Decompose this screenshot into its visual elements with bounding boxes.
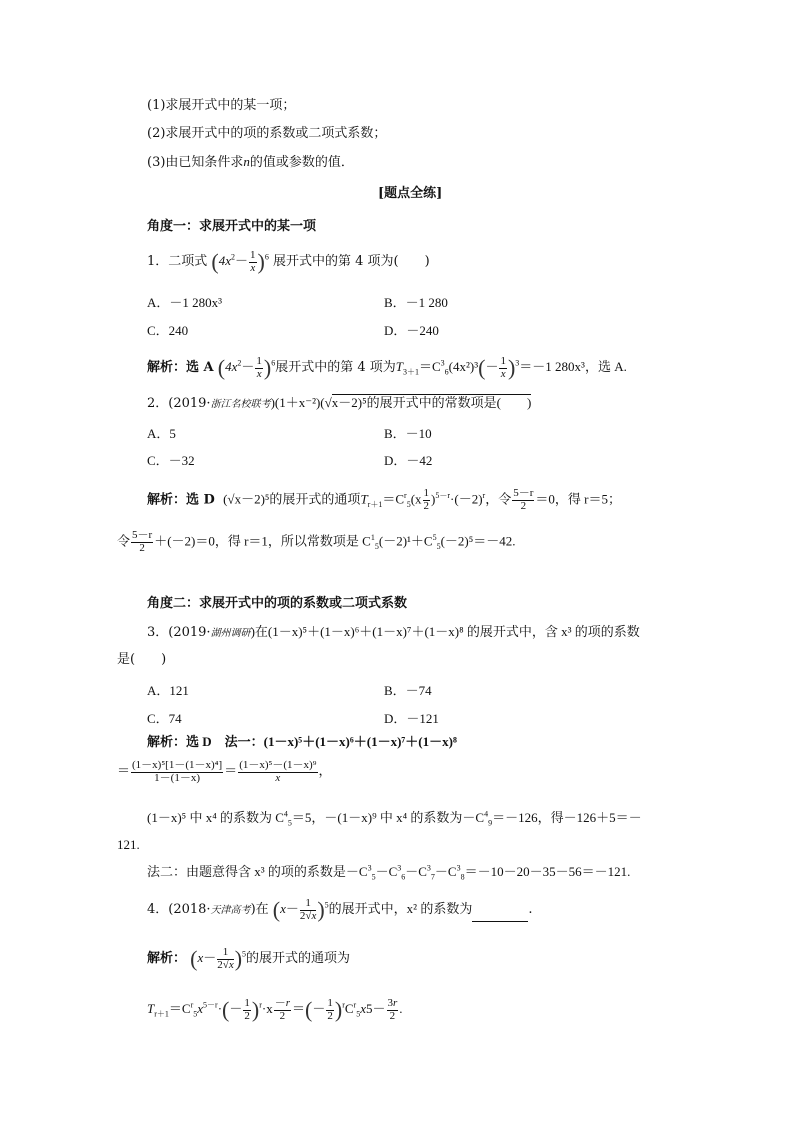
q2-sol-f: ) — [431, 491, 436, 507]
q2-sol-e: (x — [410, 491, 422, 507]
intro-line-1 — [147, 98, 295, 114]
q2-sol-i: ＝0，得 r＝5； — [535, 491, 621, 507]
q3-solution-2: ＝ $\frac{\text{(1－x)⁵[1－(1－x)⁴]}}{1-(1-x)}$ ＝ $\frac{\text{(1－x)⁵－(1－x)⁹}}{x}$ ， — [117, 759, 332, 784]
q3-option-a: A．121 — [147, 683, 189, 698]
q2-sol2-b: ＋(－2)＝0，得 r＝1，所以常数项是 C — [154, 533, 371, 549]
q4-sol-b: 的展开式的通项为 — [246, 951, 351, 967]
q1-frac — [249, 250, 257, 274]
q3-sol-a: 解析：选 D 法一：(1－x)⁵＋(1－x)⁶＋(1－x)⁷＋(1－x)⁸ — [147, 734, 457, 749]
intro-line-3 — [147, 154, 354, 171]
q1-expr: ($4x^2-$ $\frac{1}{x}$ )$^6$ — [211, 249, 269, 275]
q4-t-c: x — [197, 1001, 204, 1017]
q3-stem-c: 是( ) — [117, 652, 167, 667]
q3-solution-4 — [117, 837, 140, 853]
q1-sol-expr-a: 4x — [225, 359, 238, 375]
q3-stem-a: 3．(2019· — [147, 625, 211, 640]
q1-stem — [147, 250, 430, 274]
q2-option-b: B．－10 — [384, 426, 432, 441]
q4-answer-blank — [472, 909, 528, 922]
q2-option-c: C．－32 — [147, 453, 195, 468]
q4-solution-1: 解析： (x－ $\frac{1}{2√x}$ )$^5$的展开式的通项为 — [147, 946, 351, 972]
q2-sol2-d: (－2)⁵＝－42. — [440, 533, 516, 549]
q3-eq-b-d: x — [275, 771, 281, 784]
q4-t-f: ＝ — [292, 1001, 306, 1017]
q3-option-d: D．－121 — [384, 711, 439, 726]
intro-text-1: (1)求展开式中的某一项； — [147, 98, 296, 113]
q1-option-b: B．－1 280 — [384, 295, 448, 310]
q2-solution-1: 解析：选 D (√x－2)⁵的展开式的通项$T_{r+1}=C^r_5(x$ $\frac{1}{2}$ )$^{5-r}\cdot(-2)^r$，令 $\frac{5-r}{2}$ ＝0，得 r＝5； — [147, 487, 621, 512]
q4-stem-b: )在 — [250, 902, 269, 918]
intro-text-3b: 的值或参数的值． — [249, 155, 354, 170]
q1-expr-b: － — [235, 253, 249, 269]
q4-t-b: ＝C — [168, 1001, 191, 1017]
q3-solution-5: 法二：由题意得含 x³ 的项的系数是$-C^3_5-C^3_6-C^3_7-C^3_8=-10-20-35-56=-121$. — [147, 863, 631, 882]
q3-eq-a-n: (1－x)⁵[1－(1－x)⁴] — [132, 759, 223, 771]
q2-option-d: D．－42 — [384, 453, 433, 468]
q4-stem-a: 4．(2018· — [147, 902, 211, 918]
q2-sol-d: ＝C — [382, 491, 405, 507]
q1-stem-a: 1．二项式 — [147, 254, 208, 270]
q3-line4: 121. — [117, 837, 140, 852]
q4-t-i: . — [399, 1001, 403, 1017]
q3-line5b: －C — [375, 864, 398, 879]
q3-source: 湖州调研 — [210, 628, 251, 639]
q4-sol-a: 解析： — [147, 951, 187, 967]
q4-t-g: C — [344, 1001, 354, 1017]
q4-stem-d: . — [528, 902, 533, 918]
q1-stem-b: 展开式中的第 4 项为( ) — [273, 254, 430, 270]
q3-solution-1 — [147, 734, 457, 751]
q4-t-a: T — [147, 1001, 155, 1017]
intro-text-3a: (3)由已知条件求 — [147, 155, 244, 170]
q2-sol2-a: 令 — [117, 534, 131, 550]
q1-option-a: A．－1 280x³ — [147, 295, 223, 310]
angle2-heading-text: 角度二：求展开式中的项的系数或二项式系数 — [147, 596, 408, 611]
q2-sol-c: x－2)⁵的展开式的通项 — [234, 491, 361, 507]
q3-line5e: ＝－10－20－35－56＝－121. — [464, 864, 631, 879]
q3-stem-b: )在(1－x)⁵＋(1－x)⁶＋(1－x)⁷＋(1－x)⁸ 的展开式中，含 x³ 的项的系数 — [250, 624, 640, 639]
q4-t-d: · — [217, 1001, 223, 1017]
q1-sol-e: (4x²)³ — [448, 359, 479, 375]
q2-sol-a: 解析：选 D — [147, 492, 215, 508]
q2-stem-b: )(1＋x⁻²)( — [270, 395, 325, 410]
q2-stem-a: 2．(2019· — [147, 396, 211, 411]
section-title-text: [题点全练] — [378, 186, 443, 201]
q2-source: 浙江名校联考 — [210, 399, 271, 410]
q4-t-e: ·x — [261, 1001, 273, 1017]
q3-eq-b-n: (1－x)⁵－(1－x)⁹ — [239, 759, 317, 771]
angle2-heading — [147, 596, 407, 612]
q3-eq-a-d: 1－(1－x) — [154, 771, 200, 784]
q3-line3b: ＝5，－(1－x)⁹ 中 x⁴ 的系数为－C — [291, 810, 485, 825]
q1-sol-c: T — [395, 359, 403, 375]
q3-line5a: 法二：由题意得含 x³ 的项的系数是－C — [147, 864, 368, 879]
q3-stem-2 — [117, 652, 166, 668]
q1-frac-d: x — [250, 261, 256, 274]
angle1-heading — [147, 219, 316, 235]
q4-t-h: x — [360, 1001, 366, 1017]
q1-expr-a: 4x — [218, 253, 232, 269]
q1-frac-n: 1 — [250, 249, 256, 261]
intro-var-n: n — [243, 154, 250, 169]
q3-line5c: －C — [405, 864, 427, 879]
q3-option-b: B．－74 — [384, 683, 432, 698]
q3-stem — [147, 624, 640, 641]
q2-sol2-c: (－2)¹＋C — [378, 533, 433, 549]
q3-solution-3: (1－x)⁵ 中 x⁴ 的系数为 $C^4_5=5$，－(1－x)⁹ 中 x⁴ 的系数为$-C^4_9=-126$，得－126＋5＝－ — [147, 809, 642, 828]
q1-sol-f: ＝－1 280x³，选 A. — [519, 359, 627, 375]
q1-option-c: C．240 — [147, 323, 189, 338]
q4-source: 天津高考 — [210, 905, 251, 917]
q2-stem: 2．(2019·浙江名校联考)(1＋x⁻²)(√x－2)⁵的展开式中的常数项是( ) — [147, 395, 532, 411]
q4-solution-2: $T_{r+1}=C^r_5x^{5-r}\cdot(-$ $\frac{1}{2}$ )$^r$·x $\frac{-r}{2}$ ＝(－ $\frac{1}{2}$ )$^rC^r_5x5-$ $\frac{3r}{2}$ . — [147, 997, 403, 1023]
q2-option-a: A．5 — [147, 426, 176, 441]
q1-sol-b: 展开式中的第 4 项为 — [275, 360, 396, 376]
q2-sol-g: ·(－2) — [450, 491, 483, 507]
q2-sol-h: ，令 — [485, 492, 512, 508]
q2-solution-2: 令 $\frac{5-r}{2}$ ＋(－2)＝0，得 r＝1，所以常数项是 $C^1_5(-2)^1+C^5_5(-2)^5=-42$. — [117, 529, 516, 554]
q2-sol-b: ( — [223, 491, 228, 507]
intro-text-2: (2)求展开式中的项的系数或二项式系数； — [147, 126, 387, 141]
q1-sol-a: 解析：选 A — [147, 360, 214, 376]
q1-solution: 解析：选 A ($4x^2-$ $\frac{1}{x}$ )$^6$展开式中的第 4 项为$T_{3+1}=C^3_6(4x^2)^3(-$ $\frac{1}{x}$ )$^3$＝－1 280x³，选 A. — [147, 355, 627, 381]
q1-sol-d: ＝C — [419, 359, 441, 375]
q3-line3: (1－x)⁵ 中 x⁴ 的系数为 C — [147, 810, 284, 825]
section-title — [378, 186, 442, 202]
intro-line-2 — [147, 126, 386, 142]
q3-line3c: ＝－126，得－126＋5＝－ — [492, 810, 642, 825]
q4-stem: 4．(2018·天津高考)在 (x－ $\frac{1}{2√x}$ )$^5$的展开式中，x² 的系数为 . — [147, 897, 533, 923]
q4-stem-c: 的展开式中，x² 的系数为 — [328, 901, 473, 917]
q3-line5d: －C — [434, 864, 457, 879]
q3-option-c: C．74 — [147, 711, 182, 726]
q1-option-d: D．－240 — [384, 323, 439, 338]
angle1-heading-text: 角度一：求展开式中的某一项 — [147, 219, 317, 234]
q2-stem-c: x－2)⁵的展开式中的常数项是( ) — [331, 395, 532, 410]
